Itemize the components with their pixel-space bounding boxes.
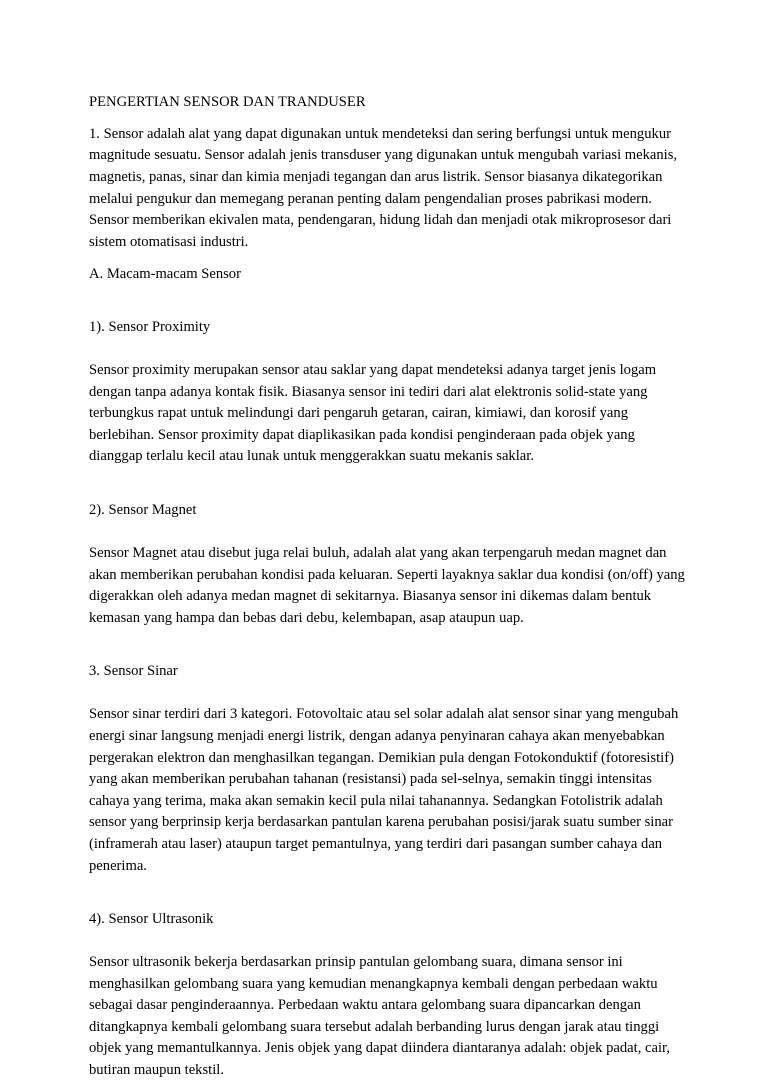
section-heading: 1). Sensor Proximity: [89, 318, 211, 335]
paragraph-sensor-definition: 1. Sensor adalah alat yang dapat digunakan untuk mendeteksi dan sering berfungsi untuk mengukur magnitude sesuatu. Sensor adalah jenis transduser yang digunakan untuk mengubah variasi mekanis, magnetis, panas, sinar dan kimia menjadi tegangan dan arus listrik. Sensor biasanya dikategorikan melalui pengukur dan memegang peranan penting dalam pengendalian proses pabrikasi modern. Sensor memberikan ekivalen mata, pendengaran, hidung lidah dan menjadi otak mikroprosesor dari sistem otomatisasi industri.: [89, 125, 678, 250]
section-text: Sensor ultrasonik bekerja berdasarkan prinsip pantulan gelombang suara, dimana sensor ini menghasilkan gelombang suara yang kemudian menangkapnya kembali dengan perbedaan waktu sebagai dasar penginderaannya. Perbedaan waktu antara gelombang suara dipancarkan dengan ditangkapnya kembali gelombang suara tersebut adalah berbanding lurus dengan jarak atau tinggi objek yang memantulkannya. Jenis objek yang dapat diindera diantaranya adalah: objek padat, cair, butiran maupun tekstil.: [89, 954, 670, 1079]
section-heading: 2). Sensor Magnet: [89, 501, 197, 518]
document-body: [89, 92, 689, 1092]
section-sensor-sinar: [89, 640, 689, 878]
section-heading-macam-sensor: A. Macam-macam Sensor: [89, 265, 241, 282]
document-title: PENGERTIAN SENSOR DAN TRANDUSER: [89, 94, 366, 110]
section-text: Sensor proximity merupakan sensor atau saklar yang dapat mendeteksi adanya target jenis logam dengan tanpa adanya kontak fisik. Biasanya sensor ini tediri dari alat elektronis solid-state yang terbungkus rapat untuk melindungi dari pengaruh getaran, cairan, kimiawi, dan korosif yang berlebihan. Sensor proximity dapat diaplikasikan pada kondisi penginderaan pada objek yang dianggap terlalu kecil atau lunak untuk menggerakkan suatu mekanis saklar.: [89, 362, 657, 465]
section-sensor-ultrasonik: [89, 887, 689, 1081]
section-sensor-magnet: [89, 478, 689, 629]
section-heading: 4). Sensor Ultrasonik: [89, 910, 214, 927]
section-heading: 3. Sensor Sinar: [89, 663, 178, 680]
section-text: Sensor Magnet atau disebut juga relai buluh, adalah alat yang akan terpengaruh medan magnet dan akan memberikan perubahan kondisi pada keluaran. Seperti layaknya saklar dua kondisi (on/off) yang digerakkan oleh adanya medan magnet di sekitarnya. Biasanya sensor ini dikemas dalam bentuk kemasan yang hampa dan bebas dari debu, kelembapan, asap ataupun uap.: [89, 545, 685, 626]
section-text: Sensor sinar terdiri dari 3 kategori. Fotovoltaic atau sel solar adalah alat sensor sinar yang mengubah energi sinar langsung menjadi energi listrik, dengan adanya penyinaran cahaya akan menyebabkan pergerakan elektron dan menghasilkan tegangan. Demikian pula dengan Fotokonduktif (fotoresistif) yang akan memberikan perubahan tahanan (resistansi) pada sel-selnya, semakin tinggi intensitas cahaya yang terima, maka akan semakin kecil pula nilai tahanannya. Sedangkan Fotolistrik adalah sensor yang berprinsip kerja berdasarkan pantulan karena perubahan posisi/jarak suatu sumber sinar (inframerah atau laser) ataupun target pemantulnya, yang terdiri dari pasangan sumber cahaya dan penerima.: [89, 706, 679, 874]
section-sensor-proximity: [89, 295, 689, 468]
